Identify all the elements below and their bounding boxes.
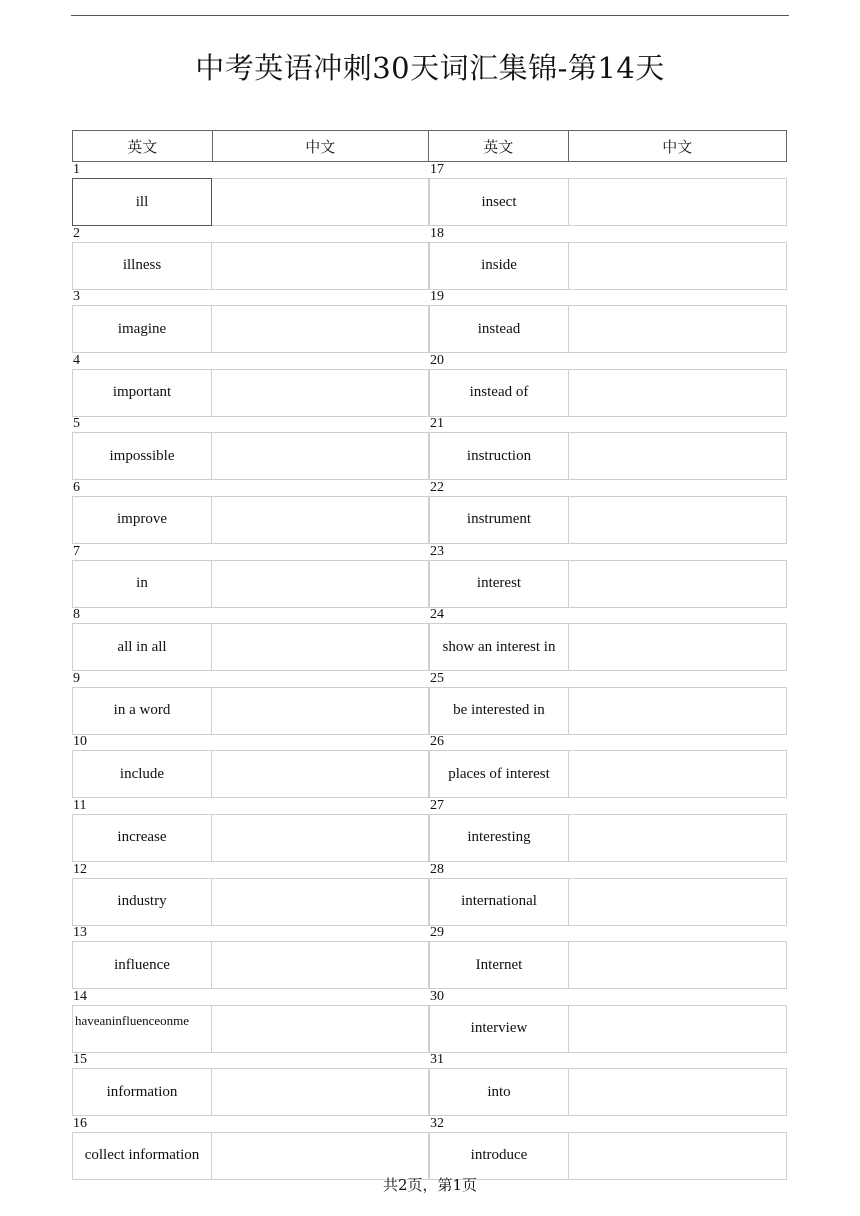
entry-cells — [429, 369, 787, 417]
table-row — [72, 416, 787, 480]
entry-cells — [72, 750, 429, 798]
vocab-entry — [429, 416, 787, 480]
entry-number: 11 — [73, 797, 87, 813]
header-english-2: 英文 — [429, 131, 569, 161]
english-word-cell: show an interest in — [429, 623, 569, 671]
header-chinese-1: 中文 — [213, 131, 429, 161]
chinese-answer-cell[interactable] — [569, 814, 787, 862]
vocab-entry — [429, 162, 787, 226]
chinese-answer-cell[interactable] — [212, 432, 429, 480]
english-word-cell: in — [72, 560, 212, 608]
chinese-answer-cell[interactable] — [212, 369, 429, 417]
entry-cells — [429, 750, 787, 798]
english-word-cell: include — [72, 750, 212, 798]
entry-number: 23 — [430, 543, 444, 559]
entry-number: 30 — [430, 988, 444, 1004]
chinese-answer-cell[interactable] — [569, 432, 787, 480]
vocab-entry — [72, 734, 429, 798]
table-row — [72, 289, 787, 353]
table-row — [72, 862, 787, 926]
vocab-entry — [429, 671, 787, 735]
entry-number: 3 — [73, 289, 80, 305]
vocab-entry — [429, 925, 787, 989]
table-row — [72, 353, 787, 417]
entry-number: 10 — [73, 734, 87, 750]
vocab-entry — [72, 798, 429, 862]
entry-number: 20 — [430, 352, 444, 368]
entry-cells — [429, 560, 787, 608]
vocab-entry — [72, 289, 429, 353]
chinese-answer-cell[interactable] — [569, 496, 787, 544]
chinese-answer-cell[interactable] — [569, 750, 787, 798]
english-word-cell: haveaninfluenceonme — [72, 1005, 212, 1053]
entry-cells — [429, 878, 787, 926]
page-title: 中考英语冲刺30天词汇集锦-第14天 — [195, 51, 665, 85]
vocab-entry — [429, 862, 787, 926]
entry-cells — [429, 305, 787, 353]
vocab-entry — [429, 544, 787, 608]
vocab-entry — [72, 353, 429, 417]
chinese-answer-cell[interactable] — [569, 242, 787, 290]
entry-cells — [429, 1005, 787, 1053]
chinese-answer-cell[interactable] — [212, 878, 429, 926]
chinese-answer-cell[interactable] — [212, 1132, 429, 1180]
english-word-cell: all in all — [72, 623, 212, 671]
chinese-answer-cell[interactable] — [212, 1068, 429, 1116]
english-word-cell: into — [429, 1068, 569, 1116]
vocab-entry — [72, 162, 429, 226]
vocab-entry — [72, 226, 429, 290]
chinese-answer-cell[interactable] — [212, 242, 429, 290]
table-row — [72, 671, 787, 735]
entry-number: 7 — [73, 543, 80, 559]
page-footer: 共2页，第1页 — [382, 1176, 478, 1194]
chinese-answer-cell[interactable] — [569, 560, 787, 608]
entry-number: 16 — [73, 1115, 87, 1131]
english-word-cell: increase — [72, 814, 212, 862]
entry-cells — [72, 1005, 429, 1053]
chinese-answer-cell[interactable] — [212, 814, 429, 862]
entry-cells — [429, 496, 787, 544]
entry-number: 19 — [430, 289, 444, 305]
vocab-entry — [429, 1116, 787, 1180]
english-word-cell: Internet — [429, 941, 569, 989]
english-word-cell: instead of — [429, 369, 569, 417]
english-word-cell: instruction — [429, 432, 569, 480]
english-word-cell: in a word — [72, 687, 212, 735]
vocab-entry — [429, 289, 787, 353]
table-row — [72, 544, 787, 608]
entry-cells — [72, 560, 429, 608]
entry-cells — [429, 178, 787, 226]
english-word-cell: instead — [429, 305, 569, 353]
entry-cells — [429, 242, 787, 290]
entry-cells — [72, 878, 429, 926]
vocab-entry — [429, 989, 787, 1053]
entry-number: 5 — [73, 416, 80, 432]
table-row — [72, 607, 787, 671]
chinese-answer-cell[interactable] — [212, 623, 429, 671]
vocab-entry — [429, 480, 787, 544]
entry-cells — [72, 496, 429, 544]
entry-cells — [72, 242, 429, 290]
entry-number: 6 — [73, 479, 80, 495]
vocab-entry — [429, 226, 787, 290]
entry-number: 28 — [430, 861, 444, 877]
english-word-cell: inside — [429, 242, 569, 290]
entry-number: 1 — [73, 162, 80, 177]
chinese-answer-cell[interactable] — [212, 941, 429, 989]
table-row — [72, 925, 787, 989]
table-row — [72, 226, 787, 290]
chinese-answer-cell[interactable] — [569, 623, 787, 671]
entry-cells — [72, 623, 429, 671]
entry-number: 2 — [73, 225, 80, 241]
chinese-answer-cell[interactable] — [212, 750, 429, 798]
entry-cells — [429, 432, 787, 480]
entry-cells — [429, 814, 787, 862]
english-word-cell: imagine — [72, 305, 212, 353]
entry-number: 18 — [430, 225, 444, 241]
entry-number: 24 — [430, 607, 444, 623]
entry-number: 12 — [73, 861, 87, 877]
chinese-answer-cell[interactable] — [212, 560, 429, 608]
english-word-cell: interesting — [429, 814, 569, 862]
entry-number: 17 — [430, 162, 444, 177]
table-row — [72, 480, 787, 544]
english-word-cell: instrument — [429, 496, 569, 544]
top-rule — [71, 15, 789, 16]
entry-cells — [72, 305, 429, 353]
entry-number: 22 — [430, 479, 444, 495]
english-word-cell: influence — [72, 941, 212, 989]
english-word-cell: places of interest — [429, 750, 569, 798]
entry-cells — [429, 941, 787, 989]
header-chinese-2: 中文 — [662, 137, 693, 156]
chinese-answer-cell[interactable] — [212, 178, 429, 226]
chinese-answer-cell[interactable] — [212, 1005, 429, 1053]
entry-number: 26 — [430, 734, 444, 750]
entry-number: 25 — [430, 670, 444, 686]
entry-cells — [429, 1068, 787, 1116]
english-word-cell: insect — [429, 178, 569, 226]
english-word-cell: introduce — [429, 1132, 569, 1180]
entry-number: 29 — [430, 925, 444, 941]
english-word-cell: illness — [72, 242, 212, 290]
entry-number: 27 — [430, 797, 444, 813]
chinese-answer-cell[interactable] — [569, 1068, 787, 1116]
vocab-entry — [429, 798, 787, 862]
entry-number: 8 — [73, 607, 80, 623]
english-word-cell: impossible — [72, 432, 212, 480]
entry-cells — [72, 1068, 429, 1116]
table-row — [72, 1052, 787, 1116]
vocab-table — [72, 162, 787, 1180]
vocab-entry — [72, 416, 429, 480]
table-row — [72, 162, 787, 226]
english-word-cell: interest — [429, 560, 569, 608]
chinese-answer-cell[interactable] — [569, 305, 787, 353]
table-row — [72, 1116, 787, 1180]
table-row — [72, 989, 787, 1053]
entry-number: 9 — [73, 670, 80, 686]
vocab-entry — [429, 1052, 787, 1116]
entry-number: 32 — [430, 1115, 444, 1131]
chinese-answer-cell[interactable] — [569, 687, 787, 735]
vocab-entry — [72, 925, 429, 989]
chinese-answer-cell[interactable] — [212, 496, 429, 544]
english-word-cell: improve — [72, 496, 212, 544]
vocab-entry — [429, 353, 787, 417]
english-word-cell: international — [429, 878, 569, 926]
english-word-cell: collect information — [72, 1132, 212, 1180]
vocab-entry — [72, 544, 429, 608]
vocab-entry — [72, 989, 429, 1053]
entry-cells — [72, 687, 429, 735]
chinese-answer-cell[interactable] — [212, 305, 429, 353]
table-row — [72, 734, 787, 798]
chinese-answer-cell[interactable] — [569, 941, 787, 989]
table-header — [72, 130, 787, 162]
vocab-entry — [72, 1052, 429, 1116]
english-word-cell: interview — [429, 1005, 569, 1053]
entry-number: 31 — [430, 1052, 444, 1068]
vocab-entry — [72, 607, 429, 671]
chinese-answer-cell[interactable] — [569, 1132, 787, 1180]
table-row — [72, 798, 787, 862]
english-word-cell: industry — [72, 878, 212, 926]
entry-cells — [72, 178, 429, 226]
chinese-answer-cell[interactable] — [569, 178, 787, 226]
entry-cells — [72, 814, 429, 862]
entry-cells — [72, 432, 429, 480]
chinese-answer-cell[interactable] — [569, 369, 787, 417]
entry-number: 21 — [430, 416, 444, 432]
vocab-entry — [72, 862, 429, 926]
english-word-cell: ill — [72, 178, 212, 226]
vocab-entry — [429, 734, 787, 798]
entry-cells — [429, 1132, 787, 1180]
entry-cells — [72, 941, 429, 989]
chinese-answer-cell[interactable] — [212, 687, 429, 735]
entry-number: 15 — [73, 1052, 87, 1068]
entry-number: 13 — [73, 925, 87, 941]
english-word-cell: be interested in — [429, 687, 569, 735]
chinese-answer-cell[interactable] — [569, 878, 787, 926]
vocab-entry — [72, 1116, 429, 1180]
entry-number: 4 — [73, 352, 80, 368]
header-english-1: 英文 — [73, 131, 213, 161]
english-word-cell: information — [72, 1068, 212, 1116]
vocab-entry — [72, 480, 429, 544]
entry-number: 14 — [73, 988, 87, 1004]
vocab-entry — [429, 607, 787, 671]
english-word-cell: important — [72, 369, 212, 417]
chinese-answer-cell[interactable] — [569, 1005, 787, 1053]
entry-cells — [429, 623, 787, 671]
entry-cells — [72, 1132, 429, 1180]
entry-cells — [72, 369, 429, 417]
entry-cells — [429, 687, 787, 735]
vocab-entry — [72, 671, 429, 735]
